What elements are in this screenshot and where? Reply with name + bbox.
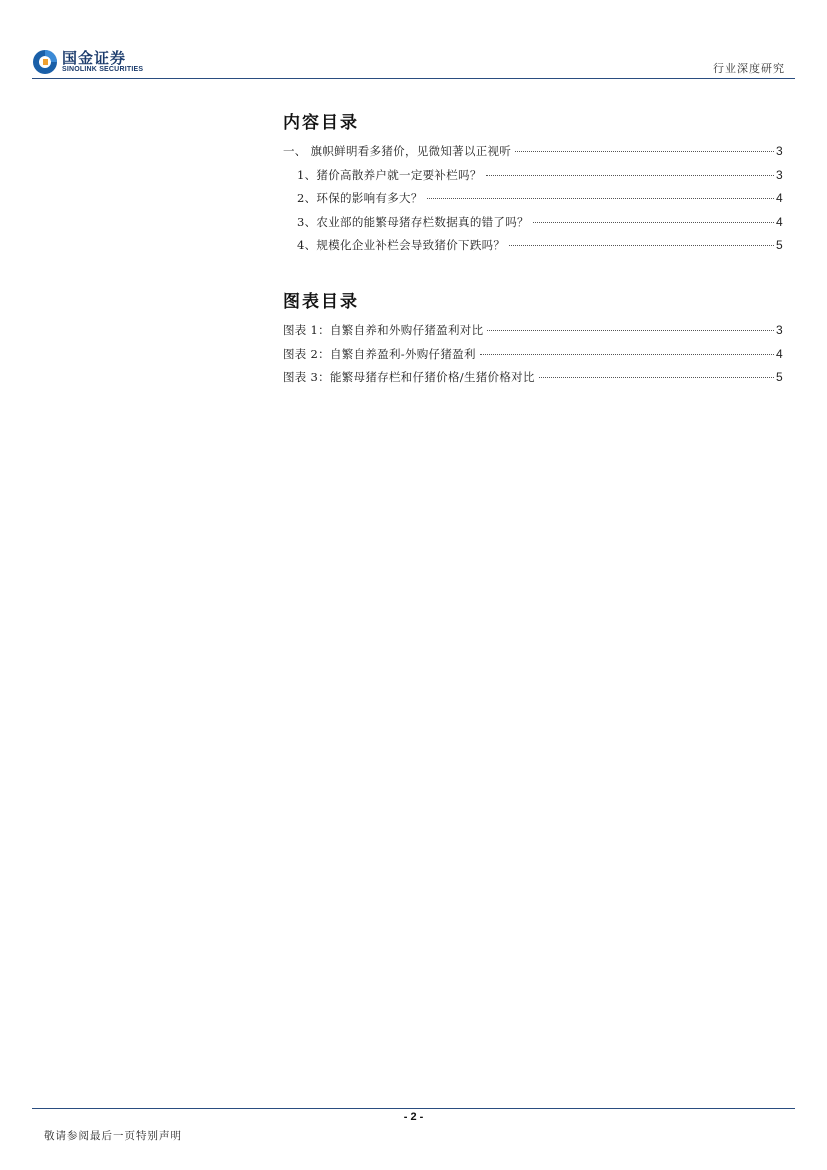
sinolink-logo-icon bbox=[32, 49, 58, 75]
contents-heading: 内容目录 bbox=[283, 113, 359, 133]
figure-entry[interactable] bbox=[283, 346, 783, 370]
toc-entry[interactable] bbox=[283, 143, 783, 167]
figure-entry[interactable] bbox=[283, 322, 783, 346]
dot-leader bbox=[487, 330, 774, 331]
company-logo bbox=[32, 47, 162, 77]
toc-entry-title: 4、规模化企业补栏会导致猪价下跌吗？ bbox=[297, 238, 506, 252]
figures-list bbox=[283, 322, 783, 393]
report-category: 行业深度研究 bbox=[713, 62, 785, 75]
dot-leader bbox=[515, 151, 774, 152]
figure-entry[interactable] bbox=[283, 369, 783, 393]
dot-leader bbox=[533, 222, 774, 223]
toc-entry[interactable] bbox=[283, 237, 783, 261]
toc-entry[interactable] bbox=[283, 214, 783, 238]
toc-entry-page: 5 bbox=[776, 238, 783, 252]
header-divider bbox=[32, 78, 795, 79]
toc-entry[interactable] bbox=[283, 167, 783, 191]
toc-entry-page: 3 bbox=[776, 144, 783, 158]
figures-heading: 图表目录 bbox=[283, 292, 359, 312]
figure-entry-page: 4 bbox=[776, 346, 783, 361]
toc-entry-title: 3、农业部的能繁母猪存栏数据真的错了吗？ bbox=[297, 214, 529, 229]
toc-entry[interactable] bbox=[283, 190, 783, 214]
toc-entry-title: 一、 旗帜鲜明看多猪价，见微知著以正视听 bbox=[283, 144, 512, 158]
logo-chinese-name: 国金证券 bbox=[62, 49, 127, 67]
toc-entry-title: 2、环保的影响有多大？ bbox=[297, 191, 423, 205]
dot-leader bbox=[539, 377, 774, 378]
figures-toc bbox=[283, 287, 783, 393]
logo-english-name: SINOLINK SECURITIES bbox=[62, 66, 144, 73]
dot-leader bbox=[480, 354, 774, 355]
toc-entry-page: 4 bbox=[776, 214, 783, 229]
page-number: - 2 - bbox=[403, 1111, 424, 1123]
dot-leader bbox=[509, 245, 774, 246]
figure-entry-title: 图表 2：自繁自养盈利-外购仔猪盈利 bbox=[283, 346, 476, 361]
footer-divider bbox=[32, 1108, 795, 1109]
contents-list bbox=[283, 143, 783, 261]
toc-entry-title: 1、猪价高散养户就一定要补栏吗？ bbox=[297, 167, 482, 182]
footer-disclaimer: 敬请参阅最后一页特别声明 bbox=[44, 1130, 182, 1142]
figure-entry-title: 图表 3：能繁母猪存栏和仔猪价格/生猪价格对比 bbox=[283, 370, 535, 384]
figure-entry-title: 图表 1：自繁自养和外购仔猪盈利对比 bbox=[283, 323, 484, 337]
figure-entry-page: 5 bbox=[776, 370, 783, 384]
toc-entry-page: 3 bbox=[776, 167, 783, 182]
figure-entry-page: 3 bbox=[776, 323, 783, 337]
dot-leader bbox=[427, 198, 774, 199]
contents-toc bbox=[283, 108, 783, 261]
dot-leader bbox=[486, 175, 774, 176]
toc-entry-page: 4 bbox=[776, 191, 783, 205]
